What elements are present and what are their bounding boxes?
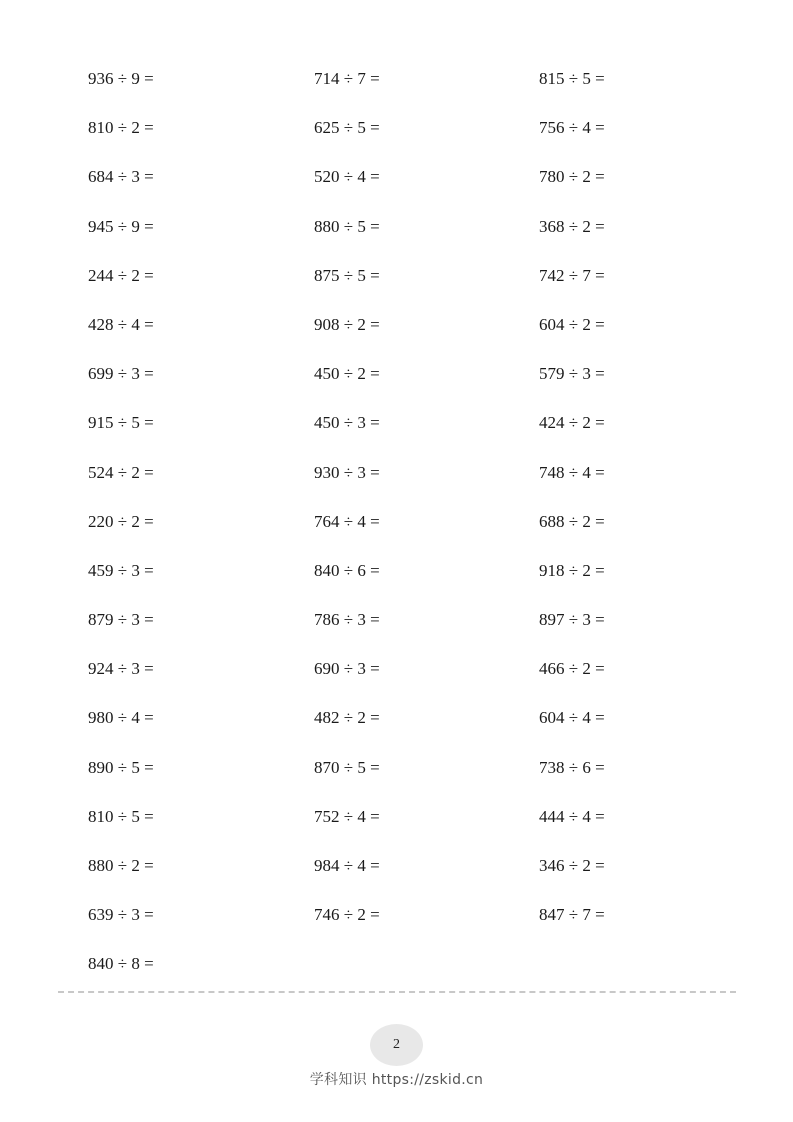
division-problem: 930 ÷ 3 = [314,462,380,482]
division-problem: 368 ÷ 2 = [539,216,605,236]
problem-row [88,308,708,357]
division-problem: 450 ÷ 2 = [314,364,380,384]
division-problem: 742 ÷ 7 = [539,265,605,285]
division-problem: 459 ÷ 3 = [88,560,154,580]
division-problem: 482 ÷ 2 = [314,708,380,728]
footer-source: 学科知识 https://zskid.cn [309,1072,484,1088]
division-problem: 424 ÷ 2 = [539,413,605,433]
division-problem: 897 ÷ 3 = [539,610,605,630]
division-problem: 690 ÷ 3 = [314,659,380,679]
division-problem: 244 ÷ 2 = [88,265,154,285]
division-problem: 756 ÷ 4 = [539,118,605,138]
division-problem: 684 ÷ 3 = [88,167,154,187]
division-problem: 880 ÷ 2 = [88,856,154,875]
problem-row [88,800,708,849]
division-problem: 908 ÷ 2 = [314,314,380,334]
problem-grid [88,62,708,997]
division-problem: 748 ÷ 4 = [539,462,605,482]
division-problem: 879 ÷ 3 = [88,610,154,630]
problem-row [88,898,708,947]
problem-row [88,701,708,750]
problem-row [88,849,708,898]
division-problem: 428 ÷ 4 = [88,314,154,334]
problem-row [88,357,708,406]
division-problem: 520 ÷ 4 = [314,167,380,187]
page-number-badge [370,1024,423,1066]
division-problem: 980 ÷ 4 = [88,708,154,728]
problem-row [88,456,708,505]
division-problem: 924 ÷ 3 = [88,659,154,679]
division-problem: 875 ÷ 5 = [314,265,380,285]
problem-row [88,505,708,554]
division-problem: 688 ÷ 2 = [539,511,605,531]
division-problem: 604 ÷ 4 = [539,708,605,728]
problem-row [88,111,708,160]
division-problem: 346 ÷ 2 = [539,856,605,875]
division-problem: 840 ÷ 8 = [88,954,154,974]
division-problem: 945 ÷ 9 = [88,216,154,236]
problem-row [88,652,708,701]
division-problem: 870 ÷ 5 = [314,757,380,777]
division-problem: 810 ÷ 2 = [88,118,154,138]
problem-row [88,259,708,308]
division-problem: 918 ÷ 2 = [539,560,605,580]
division-problem: 466 ÷ 2 = [539,659,605,679]
division-problem: 604 ÷ 2 = [539,314,605,334]
division-problem: 714 ÷ 7 = [314,69,380,88]
problem-row [88,554,708,603]
problem-row [88,603,708,652]
division-problem: 880 ÷ 5 = [314,216,380,236]
division-problem: 764 ÷ 4 = [314,511,380,531]
division-problem: 847 ÷ 7 = [539,905,605,925]
division-problem: 738 ÷ 6 = [539,757,605,777]
page-number: 2 [393,1037,400,1052]
problem-row [88,406,708,455]
division-problem: 752 ÷ 4 = [314,806,380,826]
division-problem: 220 ÷ 2 = [88,511,154,531]
division-problem: 746 ÷ 2 = [314,905,380,925]
division-problem: 840 ÷ 6 = [314,560,380,580]
division-problem: 579 ÷ 3 = [539,364,605,384]
division-problem: 984 ÷ 4 = [314,856,380,875]
division-problem: 780 ÷ 2 = [539,167,605,187]
problem-row [88,947,708,996]
dashed-divider [58,991,736,993]
division-problem: 450 ÷ 3 = [314,413,380,433]
problem-row [88,210,708,259]
division-problem: 815 ÷ 5 = [539,69,605,88]
division-problem: 444 ÷ 4 = [539,806,605,826]
division-problem: 786 ÷ 3 = [314,610,380,630]
problem-row [88,751,708,800]
problem-row [88,160,708,209]
division-problem: 524 ÷ 2 = [88,462,154,482]
division-problem: 890 ÷ 5 = [88,757,154,777]
division-problem: 936 ÷ 9 = [88,69,154,88]
division-problem: 915 ÷ 5 = [88,413,154,433]
division-problem: 625 ÷ 5 = [314,118,380,138]
problem-row [88,62,708,111]
division-problem: 810 ÷ 5 = [88,806,154,826]
division-problem: 699 ÷ 3 = [88,364,154,384]
division-problem: 639 ÷ 3 = [88,905,154,925]
